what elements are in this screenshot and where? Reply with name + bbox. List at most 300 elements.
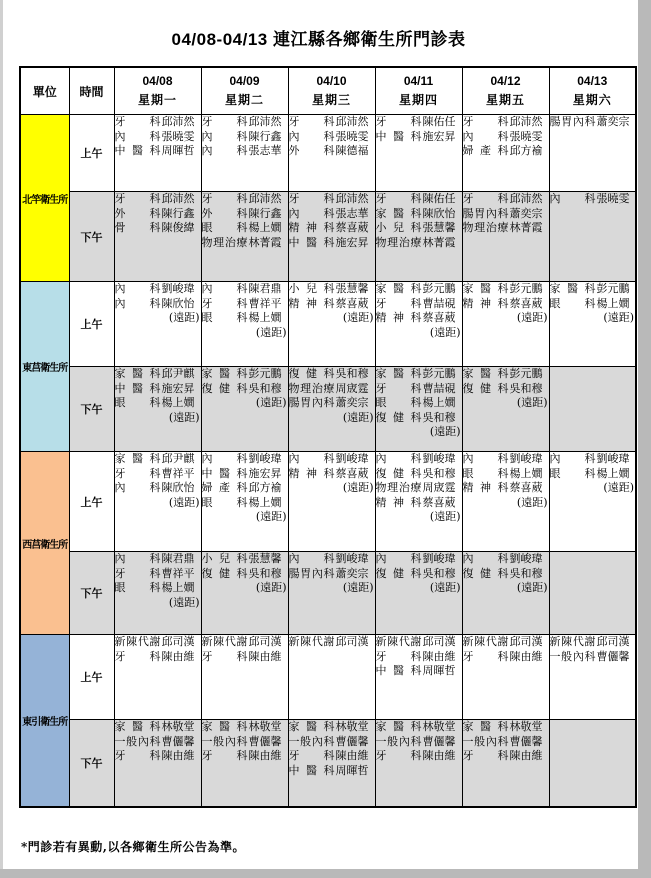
doctor-name: 蕭奕宗 [335, 566, 369, 580]
doctor-name: 曹儷馨 [509, 734, 543, 748]
clinic-entry [115, 297, 201, 312]
doctor-name: 曹儷馨 [161, 734, 195, 748]
clinic-entry [376, 396, 462, 411]
doctor-name: 邱尹麒 [161, 452, 195, 465]
dept-label: 家醫科 [201, 720, 248, 733]
dept-label: 復健科 [201, 566, 248, 580]
dept-label: 內科 [201, 144, 248, 157]
dept-label: 內科 [114, 129, 161, 143]
dept-label: 精神科 [375, 311, 422, 324]
schedule-cell [288, 367, 375, 452]
clinic-entry [376, 130, 462, 145]
dept-label: 眼科 [462, 466, 509, 480]
dept-label: 婦產科 [201, 481, 248, 494]
clinic-entry [463, 481, 549, 496]
dept-label: 牙科 [462, 749, 509, 762]
schedule-cell [201, 192, 288, 282]
doctor-name: 邱司漢 [509, 635, 543, 648]
doctor-name: 林敬堂 [509, 720, 543, 733]
dept-label: 內科 [114, 296, 161, 310]
doctor-name: 陳由維 [248, 649, 282, 663]
schedule-cell [288, 552, 375, 635]
dept-label: 牙科 [375, 649, 422, 663]
clinic-entry [115, 635, 201, 650]
time-cell: 上午 [69, 635, 114, 720]
clinic-entry [463, 452, 549, 467]
schedule-cell [549, 552, 636, 635]
header-weekday: 星期六 [572, 93, 612, 107]
clinic-entry [463, 735, 549, 750]
dept-label: 一般內科 [462, 734, 509, 748]
header-date: 04/11 [403, 74, 434, 88]
clinic-entry [202, 207, 288, 222]
header-date: 04/10 [316, 74, 347, 88]
schedule-cell [375, 552, 462, 635]
dept-label: 牙科 [114, 466, 161, 480]
dept-label: 牙科 [375, 749, 422, 762]
remote-note: (遠距) [429, 325, 461, 339]
clinic-entry [463, 130, 549, 145]
clinic-entry [115, 720, 201, 735]
dept-label: 眼科 [201, 311, 248, 324]
doctor-name: 劉峻瑋 [509, 552, 543, 565]
doctor-name: 楊上嫺 [161, 396, 195, 409]
doctor-name: 陳君鼎 [161, 552, 195, 565]
dept-label: 內科 [549, 192, 596, 205]
time-cell: 上午 [69, 282, 114, 367]
schedule-row [20, 552, 636, 635]
clinic-entry [202, 282, 288, 297]
clinic-entry [463, 192, 549, 207]
doctor-name: 陳由維 [509, 649, 543, 663]
clinic-entry [550, 192, 636, 207]
schedule-table [19, 66, 637, 808]
doctor-name: 林敬堂 [161, 720, 195, 733]
clinic-entry [550, 650, 636, 665]
schedule-cell [201, 635, 288, 720]
clinic-entry [376, 650, 462, 665]
schedule-cell [288, 452, 375, 552]
clinic-entry [376, 221, 462, 236]
header-weekday: 星期四 [398, 93, 438, 107]
doctor-name: 陳行鑫 [248, 206, 282, 220]
doctor-name: 周暉哲 [161, 144, 195, 157]
clinic-entry [289, 144, 375, 159]
doctor-name: 邱沛然 [161, 115, 195, 128]
clinic-entry [202, 311, 288, 326]
schedule-cell [201, 452, 288, 552]
schedule-cell [462, 635, 549, 720]
clinic-entry [115, 467, 201, 482]
dept-label: 牙科 [375, 296, 422, 310]
doctor-name: 蔡喜葳 [335, 466, 369, 480]
clinic-entry [289, 635, 375, 650]
dept-label: 新陳代謝 [114, 635, 161, 648]
dept-label: 腸胃內科 [288, 566, 335, 580]
clinic-entry [376, 192, 462, 207]
clinic-entry [115, 650, 201, 665]
schedule-cell [375, 452, 462, 552]
clinic-entry [115, 735, 201, 750]
schedule-cell [114, 192, 201, 282]
doctor-name: 彭元鵬 [422, 282, 456, 295]
doctor-name: 曹儷馨 [248, 734, 282, 748]
schedule-cell [288, 192, 375, 282]
dept-label: 小兒科 [375, 221, 422, 234]
dept-label: 內科 [201, 282, 248, 295]
doctor-name: 邱司漢 [161, 635, 195, 648]
remote-note: (遠距) [255, 396, 287, 409]
schedule-cell [201, 720, 288, 807]
header-date: 04/13 [577, 74, 608, 88]
clinic-entry [289, 221, 375, 236]
header-unit: 單位 [20, 67, 69, 115]
dept-label: 腸胃內科 [549, 115, 596, 128]
clinic-entry [202, 382, 288, 397]
dept-label: 骨科 [114, 221, 161, 234]
time-cell: 下午 [69, 720, 114, 807]
header-day-4 [462, 67, 549, 115]
schedule-cell [114, 367, 201, 452]
dept-label: 新陳代謝 [549, 635, 596, 648]
clinic-entry [376, 452, 462, 467]
doctor-name: 蔡喜葳 [422, 311, 456, 324]
doctor-name: 楊上嫺 [509, 466, 543, 480]
doctor-name: 邱沛然 [161, 192, 195, 205]
schedule-cell [549, 115, 636, 192]
doctor-name: 劉峻瑋 [335, 552, 369, 565]
doctor-name: 陳君鼎 [248, 282, 282, 295]
header-day-2 [288, 67, 375, 115]
unit-cell-0: 北竿衛生所 [20, 115, 69, 282]
schedule-cell [549, 192, 636, 282]
doctor-name: 彭元鵬 [509, 282, 543, 295]
dept-label: 牙科 [201, 749, 248, 762]
clinic-entry [550, 115, 636, 130]
doctor-name: 陳佑任 [422, 192, 456, 205]
doctor-name: 楊上嫺 [248, 495, 282, 509]
time-cell: 下午 [69, 552, 114, 635]
doctor-name: 陳由維 [422, 749, 456, 762]
doctor-name: 邱司漢 [422, 635, 456, 648]
dept-label: 新陳代謝 [288, 635, 335, 648]
clinic-entry [376, 236, 462, 251]
schedule-cell [462, 115, 549, 192]
clinic-entry [289, 567, 375, 582]
header-date: 04/08 [142, 74, 173, 88]
doctor-name: 吳和穆 [248, 381, 282, 395]
dept-label: 家醫科 [462, 367, 509, 380]
remote-note: (遠距) [342, 311, 374, 324]
dept-label: 中醫科 [114, 381, 161, 395]
clinic-entry [202, 297, 288, 312]
clinic-entry [202, 650, 288, 665]
dept-label: 一般內科 [201, 734, 248, 748]
doctor-name: 劉峻瑋 [161, 282, 195, 295]
clinic-entry [463, 635, 549, 650]
clinic-entry [202, 452, 288, 467]
doctor-name: 曹儷馨 [335, 734, 369, 748]
doctor-name: 陳欣怡 [161, 481, 195, 494]
clinic-entry [463, 749, 549, 764]
remote-note: (遠距) [603, 481, 634, 494]
clinic-entry [115, 382, 201, 397]
doctor-name: 陳由維 [248, 749, 282, 762]
dept-label: 牙科 [288, 749, 335, 762]
doctor-name: 曹喆硯 [422, 296, 456, 310]
dept-label: 中醫科 [114, 144, 161, 157]
clinic-entry [463, 720, 549, 735]
time-cell: 上午 [69, 452, 114, 552]
doctor-name: 陳行鑫 [248, 129, 282, 143]
schedule-cell [462, 552, 549, 635]
doctor-name: 劉峻瑋 [422, 552, 456, 565]
dept-label: 內科 [201, 129, 248, 143]
clinic-entry [115, 452, 201, 467]
doctor-name: 施宏昇 [161, 381, 195, 395]
remote-note: (遠距) [255, 581, 287, 594]
clinic-entry [463, 552, 549, 567]
clinic-entry [289, 282, 375, 297]
header-date: 04/09 [229, 74, 260, 88]
dept-label: 眼科 [549, 296, 596, 310]
page-title: 04/08-04/13 連江縣各鄉衛生所門診表 [171, 30, 466, 49]
dept-label: 物理治療 [462, 221, 509, 234]
doctor-name: 蕭奕宗 [335, 396, 369, 409]
doctor-name: 施宏昇 [248, 466, 282, 480]
doctor-name: 張曉雯 [335, 129, 369, 143]
dept-label: 一般內科 [288, 734, 335, 748]
doctor-name: 周暉哲 [422, 664, 456, 677]
clinic-entry [289, 764, 375, 779]
doctor-name: 劉峻瑋 [509, 452, 543, 465]
dept-label: 腸胃內科 [288, 396, 335, 409]
doctor-name: 楊上嫺 [422, 396, 456, 409]
dept-label: 眼科 [549, 466, 596, 480]
schedule-cell [375, 282, 462, 367]
clinic-entry [115, 581, 201, 596]
schedule-cell [462, 192, 549, 282]
clinic-entry [376, 481, 462, 496]
doctor-name: 張曉雯 [509, 129, 543, 143]
clinic-entry [115, 207, 201, 222]
doctor-name: 曹儷馨 [596, 649, 630, 663]
dept-label: 內科 [288, 206, 335, 220]
doctor-name: 邱沛然 [335, 192, 369, 205]
dept-label: 眼科 [114, 396, 161, 409]
dept-label: 內科 [288, 129, 335, 143]
dept-label: 一般內科 [375, 734, 422, 748]
dept-label: 內科 [114, 552, 161, 565]
remote-note: (遠距) [516, 396, 548, 409]
schedule-cell [549, 282, 636, 367]
dept-label: 家醫科 [114, 367, 161, 380]
dept-label: 精神科 [462, 481, 509, 494]
schedule-row [20, 192, 636, 282]
remote-note: (遠距) [255, 510, 287, 523]
clinic-entry [376, 115, 462, 130]
doctor-name: 楊上嫺 [248, 221, 282, 234]
page-edge-bottom [0, 869, 651, 878]
clinic-entry [289, 720, 375, 735]
doctor-name: 陳欣怡 [161, 296, 195, 310]
doctor-name: 蔡喜葳 [335, 296, 369, 310]
dept-label: 小兒科 [201, 552, 248, 565]
remote-note: (遠距) [603, 311, 634, 324]
doctor-name: 吳和穆 [422, 410, 456, 424]
header-date: 04/12 [490, 74, 521, 88]
clinic-entry [202, 130, 288, 145]
schedule-row [20, 367, 636, 452]
dept-label: 家醫科 [549, 282, 596, 295]
dept-label: 物理治療 [288, 381, 335, 395]
dept-label: 牙科 [114, 566, 161, 580]
time-cell: 下午 [69, 367, 114, 452]
dept-label: 內科 [288, 552, 335, 565]
doctor-name: 蔡喜葳 [335, 221, 369, 234]
remote-note: (遠距) [342, 410, 374, 424]
doctor-name: 陳由維 [161, 749, 195, 762]
header-weekday: 星期二 [224, 93, 264, 107]
doctor-name: 張慧馨 [422, 221, 456, 234]
schedule-cell [549, 635, 636, 720]
dept-label: 中醫科 [375, 664, 422, 677]
remote-note: (遠距) [168, 495, 200, 509]
dept-label: 精神科 [288, 466, 335, 480]
doctor-name: 劉峻瑋 [248, 452, 282, 465]
clinic-entry [289, 735, 375, 750]
dept-label: 家醫科 [201, 367, 248, 380]
doctor-name: 楊上嫺 [248, 311, 282, 324]
doctor-name: 劉峻瑋 [422, 452, 456, 465]
dept-label: 眼科 [201, 495, 248, 509]
dept-label: 家醫科 [114, 452, 161, 465]
clinic-entry [202, 192, 288, 207]
header-time: 時間 [69, 67, 114, 115]
dept-label: 外科 [114, 206, 161, 220]
schedule-row [20, 720, 636, 807]
clinic-entry [376, 496, 462, 511]
header-day-0 [114, 67, 201, 115]
dept-label: 中醫科 [375, 129, 422, 143]
clinic-entry [376, 720, 462, 735]
dept-label: 內科 [462, 552, 509, 565]
schedule-row [20, 282, 636, 367]
schedule-cell [114, 115, 201, 192]
schedule-cell [375, 115, 462, 192]
doctor-name: 陳德福 [335, 144, 369, 157]
dept-label: 復健科 [462, 566, 509, 580]
dept-label: 家醫科 [462, 282, 509, 295]
doctor-name: 吳和穆 [509, 566, 543, 580]
dept-label: 內科 [462, 452, 509, 465]
schedule-cell [375, 192, 462, 282]
doctor-name: 陳欣怡 [422, 206, 456, 220]
schedule-cell [114, 720, 201, 807]
dept-label: 物理治療 [201, 235, 248, 249]
schedule-cell [462, 282, 549, 367]
header-weekday: 星期一 [137, 93, 177, 107]
header-day-3 [375, 67, 462, 115]
dept-label: 精神科 [462, 296, 509, 310]
schedule-cell [549, 452, 636, 552]
clinic-entry [289, 367, 375, 382]
clinic-entry [376, 367, 462, 382]
remote-note: (遠距) [342, 481, 374, 494]
dept-label: 內科 [375, 552, 422, 565]
remote-note: (遠距) [168, 410, 200, 424]
dept-label: 內科 [375, 452, 422, 465]
dept-label: 復健科 [462, 381, 509, 395]
unit-cell-3: 東引衛生所 [20, 635, 69, 807]
dept-label: 牙科 [201, 115, 248, 128]
remote-note: (遠距) [342, 581, 374, 594]
doctor-name: 曹喆硯 [422, 381, 456, 395]
clinic-entry [289, 452, 375, 467]
doctor-name: 楊上嫺 [161, 581, 195, 594]
doctor-name: 邱司漢 [596, 635, 630, 648]
doctor-name: 邱方褕 [509, 144, 543, 157]
clinic-entry [376, 467, 462, 482]
clinic-entry [376, 282, 462, 297]
dept-label: 外科 [288, 144, 335, 157]
clinic-entry [376, 382, 462, 397]
clinic-entry [289, 192, 375, 207]
schedule-cell [375, 367, 462, 452]
clinic-entry [550, 467, 636, 482]
schedule-cell [201, 115, 288, 192]
clinic-entry [550, 635, 636, 650]
remote-note: (遠距) [429, 510, 461, 523]
dept-label: 家醫科 [375, 206, 422, 220]
dept-label: 家醫科 [375, 282, 422, 295]
dept-label: 腸胃內科 [462, 206, 509, 220]
clinic-entry [115, 481, 201, 496]
clinic-entry [115, 221, 201, 236]
clinic-entry [115, 130, 201, 145]
clinic-entry [463, 207, 549, 222]
doctor-name: 陳由維 [161, 649, 195, 663]
clinic-entry [463, 115, 549, 130]
remote-note: (遠距) [168, 311, 200, 324]
doctor-name: 楊上嫺 [596, 296, 630, 310]
doctor-name: 陳佑任 [422, 115, 456, 128]
unit-cell-1: 東莒衛生所 [20, 282, 69, 452]
dept-label: 牙科 [114, 192, 161, 205]
doctor-name: 曹祥平 [161, 566, 195, 580]
doctor-name: 吳和穆 [248, 566, 282, 580]
header-weekday: 星期五 [485, 93, 525, 107]
remote-note: (遠距) [516, 581, 548, 594]
doctor-name: 蔡喜葳 [509, 296, 543, 310]
doctor-name: 邱沛然 [509, 192, 543, 205]
dept-label: 復健科 [375, 410, 422, 424]
schedule-row [20, 635, 636, 720]
clinic-entry [463, 467, 549, 482]
schedule-cell [549, 367, 636, 452]
clinic-entry [202, 144, 288, 159]
doctor-name: 周宬霆 [422, 481, 456, 494]
clinic-entry [376, 297, 462, 312]
clinic-entry [289, 552, 375, 567]
doctor-name: 張慧馨 [335, 282, 369, 295]
clinic-entry [115, 282, 201, 297]
doctor-name: 楊上嫺 [596, 466, 630, 480]
dept-label: 精神科 [288, 296, 335, 310]
doctor-name: 張曉雯 [596, 192, 630, 205]
schedule-cell [114, 282, 201, 367]
clinic-entry [376, 411, 462, 426]
